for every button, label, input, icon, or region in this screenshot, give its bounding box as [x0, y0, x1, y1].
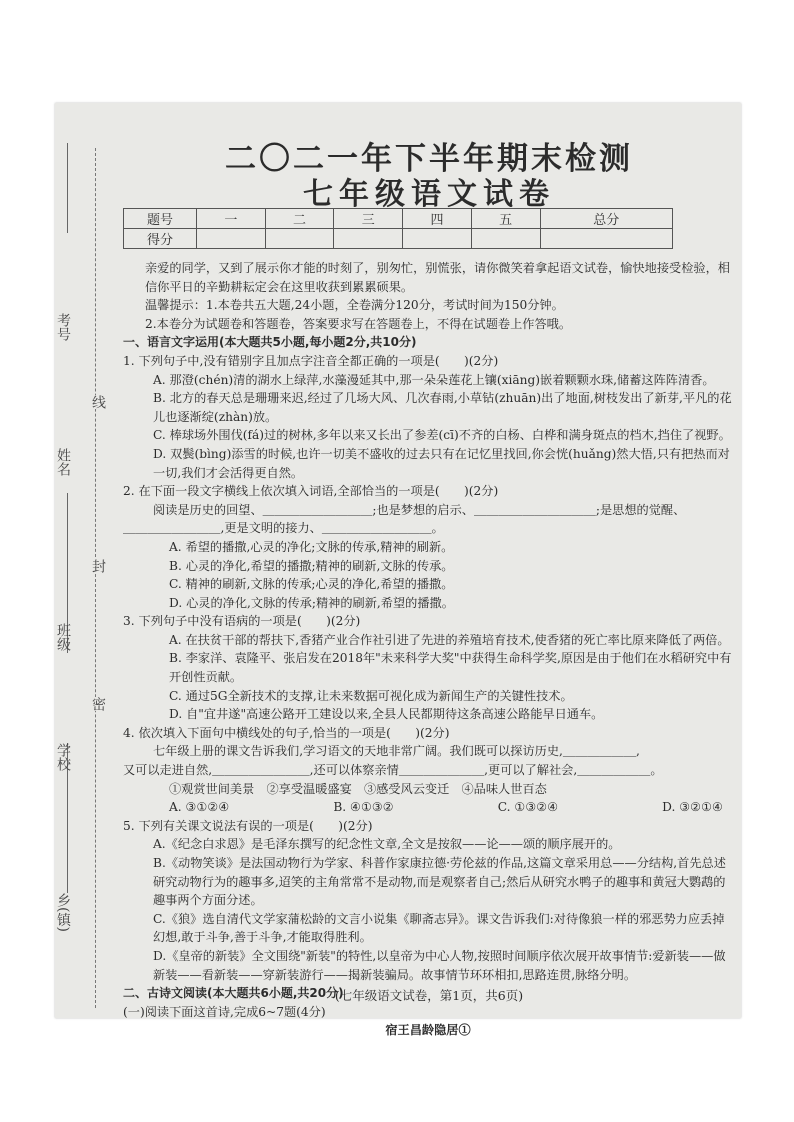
q4-option-a: A. ③①②④: [169, 800, 230, 815]
q2-passage-line2: ＿＿＿＿＿＿＿＿,更是文明的接力、＿＿＿＿＿＿＿＿＿。: [123, 521, 444, 536]
q3-option-c: C. 通过5G全新技术的支撑,让未来数据可视化成为新闻生产的关键性技术。: [169, 688, 573, 703]
score-table: [123, 208, 673, 249]
margin-label-town: 乡(镇): [55, 893, 71, 932]
q4-passage-line1: 七年级上册的课文告诉我们,学习语文的天地非常广阔。我们既可以探访历史,＿＿＿＿＿＿,: [153, 744, 640, 759]
score-cell: 总分: [540, 209, 672, 229]
score-blank[interactable]: [197, 229, 266, 249]
score-cell: 二: [265, 209, 334, 229]
q5-option-d: D.《皇帝的新装》全文围绕"新装"的特性,以皇帝为中心人物,按照时间顺序依次展开故事情节:爱新装——做新装——看新装——穿新装游行——揭新装骗局。故事情节环环相扣,思路连贯,脉络分明。: [153, 948, 726, 982]
score-blank[interactable]: [265, 229, 334, 249]
section1-heading: 一、语言文字运用(本大题共5小题,每小题2分,共10分): [123, 335, 417, 350]
exam-content: [123, 103, 735, 1038]
q4-option-b: B. ④①③②: [333, 800, 394, 815]
score-blank[interactable]: [540, 229, 672, 249]
q2-stem: 2. 在下面一段文字横线上依次填入词语,全部恰当的一项是( )(2分): [123, 484, 499, 499]
score-cell: 四: [403, 209, 472, 229]
q5-stem: 5. 下列有关课文说法有误的一项是( )(2分): [123, 818, 373, 833]
score-blank[interactable]: [471, 229, 540, 249]
q1-option-d: D. 双鬓(bìng)添雪的时候,也许一切美不盛收的过去只有在记忆里找回,你会恍(huǎng)然大悟,只有把热而对一切,我们才会活得更自然。: [153, 446, 730, 480]
q5-option-b: B.《动物笑谈》是法国动物行为学家、科普作家康拉德·劳伦兹的作品,这篇文章采用总——分结构,首先总述研究动物行为的趣事多,迢笑的主角常常不是动物,而是观察者自己;然后从研究水鸭子的趣事和黄冠大鹦鹉的趣事两个方面分述。: [153, 856, 726, 908]
score-cell: 得分: [124, 229, 197, 249]
score-cell: 三: [334, 209, 403, 229]
page-footer: (七年级语文试卷，第1页，共6页): [334, 988, 524, 1003]
exam-paper: [55, 103, 741, 1038]
score-blank[interactable]: [334, 229, 403, 249]
margin-label-school: 学校: [55, 743, 71, 771]
q4-stem: 4. 依次填入下面句中横线处的句子,恰当的一项是( )(2分): [123, 725, 450, 740]
section2-subheading: (一)阅读下面这首诗,完成6~7题(4分): [123, 1004, 326, 1019]
q3-stem: 3. 下列句子中没有语病的一项是( )(2分): [123, 614, 361, 629]
poem-title: 宿王昌龄隐居①: [385, 1023, 471, 1038]
q5-option-a: A.《纪念白求恩》是毛泽东撰写的纪念性文章,全文是按叙——论——颂的顺序展开的。: [153, 837, 621, 852]
section2-heading: 二、古诗文阅读(本大题共6小题,共20分): [123, 986, 344, 1001]
score-blank[interactable]: [403, 229, 472, 249]
margin-label-exam-no: 考号: [55, 313, 71, 341]
q2-option-a: A. 希望的播撒,心灵的净化;文脉的传承,精神的刷新。: [169, 539, 454, 554]
cut-mark-secret: 密: [90, 697, 106, 711]
intro-tip-2: 2.本卷分为试题卷和答题卷，答案要求写在答题卷上，不得在试题卷上作答哦。: [145, 316, 572, 331]
exam-subtitle: 七年级语文试卷: [303, 177, 555, 212]
score-cell: 题号: [124, 209, 197, 229]
margin-label-class: 班级: [55, 623, 71, 651]
q2-option-c: C. 精神的刷新,文脉的传承;心灵的净化,希望的播撒。: [169, 577, 454, 592]
intro-tip-1: 温馨提示：1.本卷共五大题,24小题，全卷满分120分，考试时间为150分钟。: [145, 298, 564, 313]
q4-passage-line2: 又可以走进自然,＿＿＿＿＿＿＿＿,还可以体察亲情＿＿＿＿＿＿＿,更可以了解社会,＿＿＿＿＿＿。: [123, 763, 663, 778]
q1-stem: 1. 下列句子中,没有错别字且加点字注音全都正确的一项是( )(2分): [123, 353, 499, 368]
score-cell: 五: [471, 209, 540, 229]
exam-title: 二〇二一年下半年期末检测: [225, 141, 633, 177]
intro-greeting: 亲爱的同学，又到了展示你才能的时刻了，别匆忙，别慌张，请你微笑着拿起语文试卷，愉快地接受检验，相信你平日的辛勤耕耘定会在这里收获到累累硕果。: [145, 261, 730, 294]
cut-line: [95, 148, 96, 1008]
q2-passage-line1: 阅读是历史的回望、＿＿＿＿＿＿＿＿＿;也是梦想的启示、＿＿＿＿＿＿＿＿＿＿;是思想的觉醒、: [153, 502, 686, 517]
q1-option-a: A. 那澄(chén)清的湖水上绿萍,水藻漫延其中,那一朵朵莲花上镶(xiāng)嵌着颗颗水珠,储蓄这阵阵清香。: [153, 372, 715, 387]
q3-option-b: B. 李家洋、袁隆平、张启发在2018年"未来科学大奖"中获得生命科学奖,原因是由于他们在水稻研究中有开创性贡献。: [169, 651, 732, 685]
q2-option-d: D. 心灵的净化,文脉的传承;精神的刷新,希望的播撒。: [169, 595, 454, 610]
q3-option-a: A. 在扶贫干部的帮扶下,香猪产业合作社引进了先进的养殖培育技术,使香猪的死亡率比原来降低了两倍。: [169, 632, 730, 647]
score-table-header-row: [124, 209, 673, 229]
exam-body: [123, 259, 733, 1040]
q1-option-c: C. 棒球场外围伐(fá)过的树林,多年以来又长出了参差(cī)不齐的白杨、白桦和满身斑点的档木,挡住了视野。: [153, 428, 731, 443]
cut-mark-line: 线: [90, 395, 106, 409]
q4-items: ①观赏世间美景 ②享受温暖盛宴 ③感受风云变迁 ④品味人世百态: [169, 781, 547, 796]
q5-option-c: C.《狼》选自清代文学家蒲松龄的文言小说集《聊斋志异》。课文告诉我们:对待像狼一样的邪恶势力应丢掉幻想,敢于斗争,善于斗争,才能取得胜利。: [153, 911, 725, 945]
score-table-score-row: [124, 229, 673, 249]
cut-mark-seal: 封: [90, 559, 106, 573]
margin-label-name: 姓名: [55, 448, 71, 476]
name-line: [67, 143, 68, 233]
score-cell: 一: [197, 209, 266, 229]
q4-options: [123, 798, 733, 817]
q4-option-c: C. ①③②④: [497, 800, 559, 815]
binding-margin: [55, 103, 117, 1018]
q4-option-d: D. ③②①④: [662, 800, 723, 815]
q1-option-b: B. 北方的春天总是珊珊来迟,经过了几场大风、几次春雨,小草钻(zhuān)出了地面,树枝发出了新芽,平凡的花儿也逐渐绽(zhàn)放。: [153, 391, 732, 424]
q2-option-b: B. 心灵的净化,希望的播撒;精神的刷新,文脉的传承。: [169, 558, 454, 573]
q3-option-d: D. 自"宜井遂"高速公路开工建设以来,全县人民都期待这条高速公路能早日通车。: [169, 707, 604, 722]
